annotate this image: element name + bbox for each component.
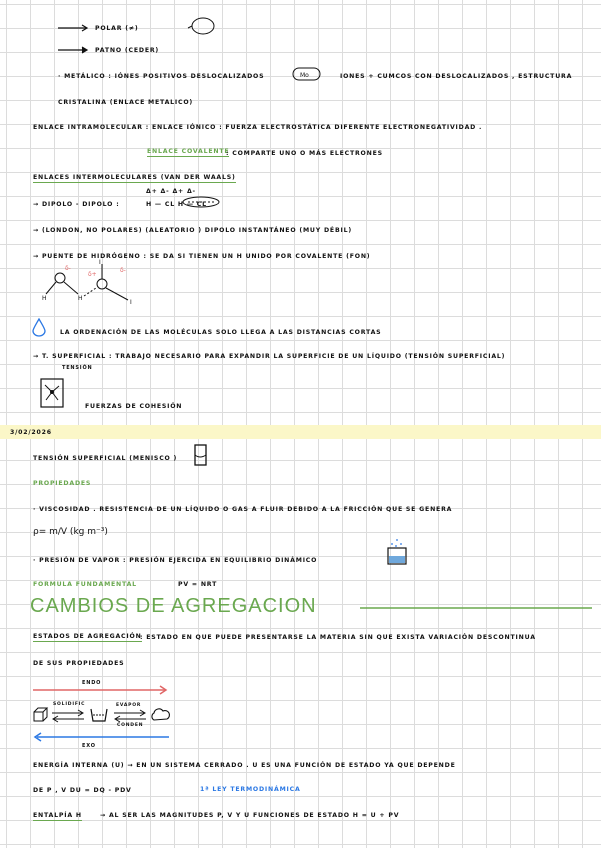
svg-text:H: H: [78, 295, 83, 302]
label-exo: EXO: [82, 743, 96, 749]
line-propiedades: PROPIEDADES: [33, 480, 92, 487]
line-puente: → PUENTE DE HIDRÓGENO : SE DA SI TIENEN UN H UNIDO POR COVALENTE (FON): [33, 253, 371, 260]
line-presion-vapor: · PRESIÓN DE VAPOR : PRESIÓN EJERCIDA EN EQUILIBRIO DINÁMICO: [33, 557, 318, 564]
svg-text:δ-: δ-: [120, 267, 126, 274]
svg-text:δ+: δ+: [88, 271, 97, 278]
section-title: CAMBIOS DE AGREGACION: [30, 595, 317, 617]
line-ordenacion: LA ORDENACIÓN DE LAS MOLÉCULAS SOLO LLEGA A LAS DISTANCIAS CORTAS: [60, 329, 382, 336]
metal-ion-icon: [292, 66, 322, 82]
date-highlight: [0, 425, 601, 439]
svg-text:δ-: δ-: [65, 265, 71, 272]
arrow-icon: [58, 24, 90, 32]
arrows-liquid-gas: [114, 710, 148, 722]
line-covalente-title: ENLACE COVALENTE: [147, 148, 230, 155]
line-dipolo-charges: Δ+ Δ- Δ+ Δ-: [146, 188, 196, 195]
line-du: DE P , V DU = DQ - PDV: [33, 787, 132, 794]
line-entalpia-title: ENTALPÍA H: [33, 812, 82, 819]
bowl-icon: [90, 708, 108, 722]
svg-text:Mo: Mo: [300, 72, 309, 79]
svg-text:H: H: [42, 295, 47, 302]
arrow-endo: [33, 686, 171, 694]
arrow-icon: [58, 46, 90, 54]
cube-icon: [33, 707, 49, 723]
line-entalpia: → AL SER LAS MAGNITUDES P, V Y U FUNCIONES DE ESTADO H = U + PV: [100, 812, 400, 819]
line-dipolo-formula: H — CL H — CL: [146, 201, 207, 208]
line-menisco: TENSIÓN SUPERFICIAL (MENISCO ): [33, 455, 178, 462]
line-cohesion: FUERZAS DE COHESIÓN: [85, 403, 183, 410]
cloud-icon: [150, 707, 170, 723]
line-cristalina: CRISTALINA (ENLACE METALICO): [58, 99, 194, 106]
label-evapor: EVAPOR: [116, 703, 142, 708]
line-propiedades-b: DE SUS PROPIEDADES: [33, 660, 125, 667]
arrow-exo: [33, 733, 171, 741]
line-metalico: · METÁLICO : IÓNES POSITIVOS DESLOCALIZADOS: [58, 73, 265, 80]
line-estados-title: ESTADOS DE AGREGACIÓN: [33, 633, 142, 640]
svg-text:I: I: [130, 299, 132, 306]
label-endo: ENDO: [82, 680, 102, 686]
beaker-vapor-icon: [386, 536, 408, 566]
line-estados-def: : ESTADO EN QUE PUEDE PRESENTARSE LA MATERIA SIN QUE EXISTA VARIACIÓN DESCONTINUA: [140, 634, 536, 641]
line-viscosidad: · VISCOSIDAD . RESISTENCIA DE UN LÍQUIDO O GAS A FLUIR DEBIDO A LA FRICCIÓN QUE SE GENERA: [33, 506, 453, 513]
svg-text:I: I: [99, 259, 101, 266]
balloon-icon: [188, 16, 218, 38]
line-intermolecular: ENLACES INTERMOLECULARES (VAN DER WAALS): [33, 174, 236, 181]
title-rule: [360, 607, 592, 609]
water-molecules-icon: [38, 258, 148, 308]
label-conden: CONDEN: [117, 723, 144, 728]
line-tension-superficial: → T. SUPERFICIAL : TRABAJO NECESARIO PARA EXPANDIR LA SUPERFICIE DE UN LÍQUIDO (TENSIÓN SUPERFICIAL): [33, 353, 506, 360]
line-formula-gas: PV = NRT: [178, 581, 218, 588]
label-tension: TENSIÓN: [62, 365, 93, 371]
container-icon: [40, 378, 64, 408]
line-primera-ley: 1ª LEY TERMODINÁMICA: [200, 786, 301, 793]
line-london: → (LONDON, NO POLARES) (ALEATORIO ) DIPOLO INSTANTÁNEO (MUY DÉBIL): [33, 227, 352, 234]
line-dipolo: → DIPOLO - DIPOLO :: [33, 201, 120, 208]
meniscus-tube-icon: [194, 444, 208, 466]
line-metalico-b: IONES + CUMCOS CON DESLOCALIZADOS , ESTRUCTURA: [340, 73, 573, 80]
arrows-solid-liquid: [52, 710, 86, 722]
line-formula-fundamental: FORMULA FUNDAMENTAL: [33, 581, 137, 588]
line-enlace-intra: ENLACE INTRAMOLECULAR : ENLACE IÓNICO : FUERZA ELECTROSTÁTICA DIFERENTE ELECTRONEGATIVIDAD .: [33, 124, 483, 131]
line-polar: POLAR (≠): [95, 25, 139, 32]
water-drop-icon: [32, 318, 46, 336]
line-patno: PATNO (CEDER): [95, 47, 160, 54]
line-covalente: : COMPARTE UNO O MÁS ELECTRONES: [226, 150, 383, 157]
molecule-dipole-icon: [182, 196, 220, 208]
label-solidific: SOLIDIFIC: [53, 702, 86, 707]
date-label: 3/02/2026: [10, 429, 52, 436]
line-energia-interna: ENERGÍA INTERNA (U) → EN UN SISTEMA CERRADO . U ES UNA FUNCIÓN DE ESTADO YA QUE DEPENDE: [33, 762, 456, 769]
line-densidad: ρ= m/V (kg m⁻³): [33, 527, 108, 537]
